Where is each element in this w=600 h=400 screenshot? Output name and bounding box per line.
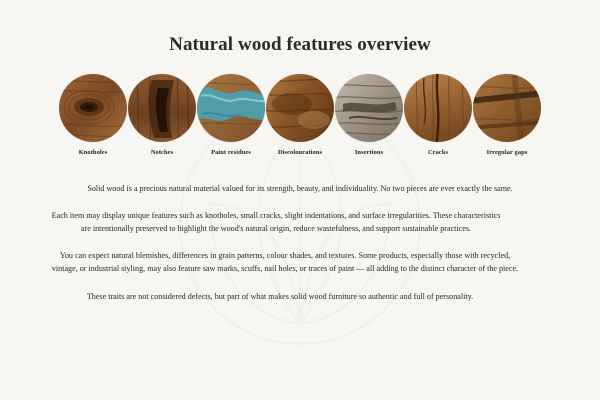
feature-item-irregular-gaps	[473, 74, 541, 156]
feature-item-knotholes	[59, 74, 127, 156]
feature-label: Paint residues	[211, 149, 251, 156]
feature-item-discolourations	[266, 74, 334, 156]
wood-swatch-paint-residue-icon	[197, 74, 265, 142]
wood-swatch-knothole-icon	[59, 74, 127, 142]
wood-swatch-notch-icon	[128, 74, 196, 142]
feature-label: Notches	[150, 149, 174, 156]
feature-label: Insertions	[354, 149, 384, 156]
wood-swatch-discolouration-icon	[266, 74, 334, 142]
feature-label: Cracks	[427, 149, 449, 156]
wood-swatch-crack-icon	[404, 74, 472, 142]
feature-label: Discolourations	[277, 149, 323, 156]
paragraph-conclusion: These traits are not considered defects, but part of what makes solid wood furniture so authentic and full of personality.	[86, 291, 474, 301]
feature-label: Knotholes	[78, 149, 108, 156]
paragraph-blemishes: You can expect natural blemishes, differences in grain patterns, colour shades, and textures. Some products, especially those with recycled, vintage, or industrial styling, may also feature saw marks, scuffs, nail holes, or traces of paint — all adding to the distinct character of the piece.	[51, 251, 519, 274]
paragraph-features: Each item may display unique features such as knotholes, small cracks, slight indentations, and surface irregularities. These characteristics are intentionally preserved to highlight the wood's natural origin, reduce wastefulness, and support sustainable practices.	[51, 211, 501, 234]
feature-item-notches	[128, 74, 196, 156]
page-title: Natural wood features overview	[169, 34, 431, 55]
feature-item-insertions	[335, 74, 403, 156]
feature-item-paint-residues	[197, 74, 265, 156]
feature-label: Irregular gaps	[486, 149, 528, 156]
paragraph-intro: Solid wood is a precious natural material valued for its strength, beauty, and individuality. No two pieces are ever exactly the same.	[87, 184, 513, 193]
feature-item-cracks	[404, 74, 472, 156]
wood-swatch-irregular-gap-icon	[473, 74, 541, 142]
feature-swatch-row	[61, 74, 539, 156]
body-copy	[50, 182, 550, 303]
wood-swatch-insertion-icon	[335, 74, 403, 142]
